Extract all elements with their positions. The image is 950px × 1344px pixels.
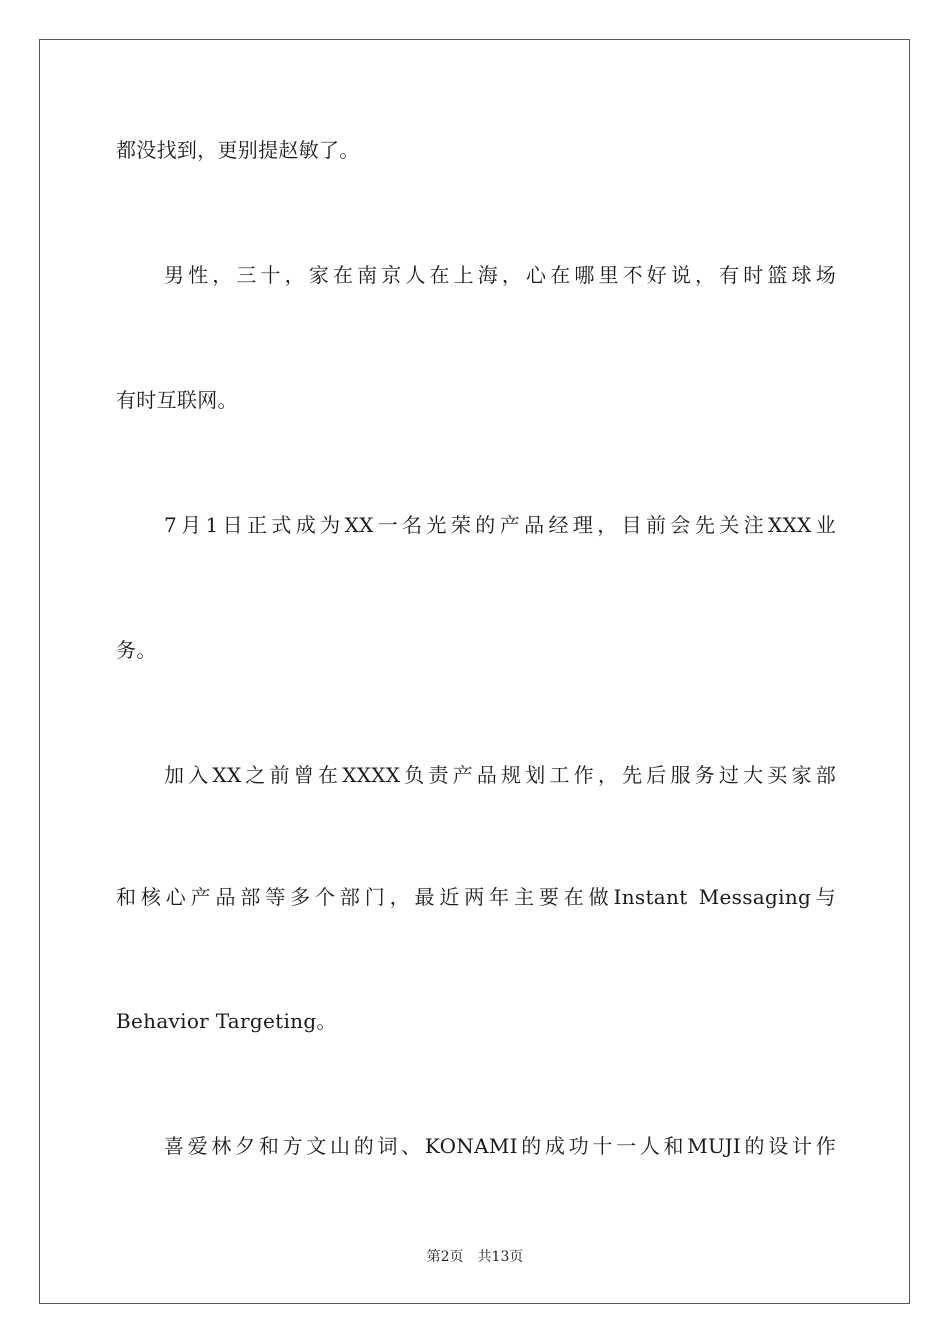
text-line: Behavior Targeting。 <box>116 1009 337 1033</box>
paragraph-first-line: 加入XX之前曾在XXXX负责产品规划工作，先后服务过大买家部 <box>164 763 836 787</box>
paragraph-first-line: 7月1日正式成为XX一名光荣的产品经理，目前会先关注XXX业 <box>164 513 836 537</box>
paragraph-first-line: 喜爱林夕和方文山的词、KONAMI的成功十一人和MUJI的设计作 <box>164 1134 836 1158</box>
page-border <box>39 39 910 1304</box>
text-line: 都没找到，更别提赵敏了。 <box>116 138 360 162</box>
text-line: 有时互联网。 <box>116 388 238 412</box>
text-line: 和核心产品部等多个部门，最近两年主要在做Instant Messaging与 <box>116 885 836 909</box>
text-line: 务。 <box>116 638 157 662</box>
page-number: 第2页 <box>426 1249 464 1265</box>
page-footer <box>0 1248 950 1266</box>
paragraph-first-line: 男性，三十，家在南京人在上海，心在哪里不好说，有时篮球场 <box>164 263 836 287</box>
total-pages: 共13页 <box>477 1249 524 1265</box>
